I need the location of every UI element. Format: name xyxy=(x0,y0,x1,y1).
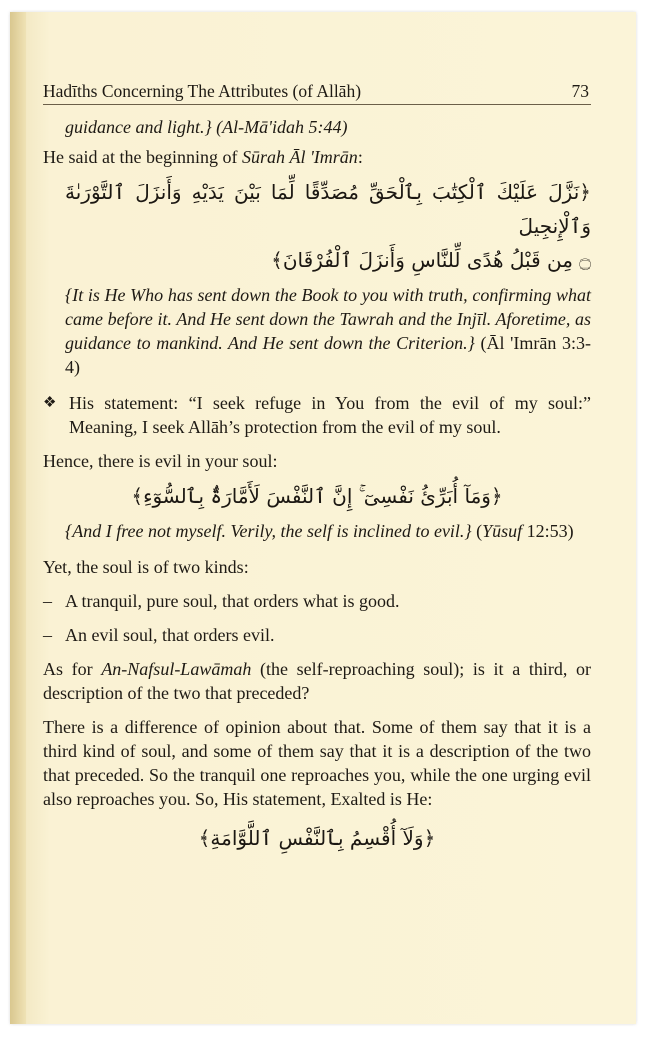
translation-2: {And I free not myself. Verily, the self is inclined to evil.} (Yūsuf 12:53) xyxy=(65,521,574,541)
translation-2-surah: Yūsuf xyxy=(482,521,523,541)
bullet-statement-text: His statement: “I seek refuge in You from the evil of my soul:” Meaning, I seek Allāh’s protection from the evil of my soul. xyxy=(69,393,591,437)
translation-1-reference: (Āl 'Imrān 3:3-4) xyxy=(65,333,591,377)
lawamah-paragraph: As for An-Nafsul-Lawāmah (the self-reproaching soul); is it a third, or description of the two that preceded? xyxy=(43,659,591,703)
surah-name: Sūrah Āl 'Imrān xyxy=(241,147,358,167)
translation-continuation: guidance and light.} (Al-Mā'idah 5:44) xyxy=(65,117,348,137)
book-page xyxy=(10,12,636,1024)
translation-1: {It is He Who has sent down the Book to you with truth, confirming what came before it. And He sent down the Tawrah and the Injīl. Aforetime, as guidance to mankind. And He sent down the Criterion.} (Āl 'Imrān 3:3-4) xyxy=(65,285,591,377)
arabic-verse-1-line-2: ۝ مِن قَبْلُ هُدًى لِّلنَّاسِ وَأَنزَلَ ٱلْفُرْقَانَ﴾ xyxy=(271,248,591,272)
soul-kind-1: A tranquil, pure soul, that orders what is good. xyxy=(65,591,400,611)
soul-kind-item xyxy=(43,623,591,647)
soul-kind-item xyxy=(43,589,591,613)
bullet-diamond-icon: ❖ xyxy=(43,395,57,411)
page-number: 73 xyxy=(571,81,589,101)
running-header xyxy=(43,80,591,105)
hence-line: Hence, there is evil in your soul: xyxy=(43,451,278,471)
soul-kinds-intro: Yet, the soul is of two kinds: xyxy=(43,557,249,577)
running-title: Hadīths Concerning The Attributes (of Allāh) xyxy=(43,81,362,101)
page-spine-shadow xyxy=(10,12,26,1024)
bullet-statement xyxy=(43,391,591,439)
surah-intro-line: He said at the beginning of Sūrah Āl 'Imrān: xyxy=(43,147,363,167)
soul-kind-2: An evil soul, that orders evil. xyxy=(65,625,275,645)
arabic-verse-1 xyxy=(43,175,591,277)
arabic-verse-1-line-1: ﴿نَزَّلَ عَلَيْكَ ٱلْكِتَٰبَ بِٱلْحَقِّ مُصَدِّقًا لِّمَا بَيْنَ يَدَيْهِ وَأَنزَلَ ٱلتَّوْرَىٰةَ وَٱلْإِنجِيلَ xyxy=(65,180,591,238)
difference-paragraph: There is a difference of opinion about that. Some of them say that it is a third kind of soul, and some of them say that it is a description of the two that preceded. So the tranquil one reproaches you, while the one urging evil also reproaches you. So, His statement, Exalted is He: xyxy=(43,717,591,809)
arabic-verse-2: ﴿وَمَآ أُبَرِّئُ نَفْسِىٓ ۚ إِنَّ ٱلنَّفْسَ لَأَمَّارَةٌۢ بِٱلسُّوٓءِ﴾ xyxy=(131,484,503,508)
lawamah-term: An-Nafsul-Lawāmah xyxy=(101,659,252,679)
dash-marker: – xyxy=(43,625,52,645)
page-content xyxy=(43,80,591,855)
arabic-verse-3: ﴿وَلَآ أُقْسِمُ بِٱلنَّفْسِ ٱللَّوَّامَةِ﴾ xyxy=(198,826,436,850)
dash-marker: – xyxy=(43,591,52,611)
